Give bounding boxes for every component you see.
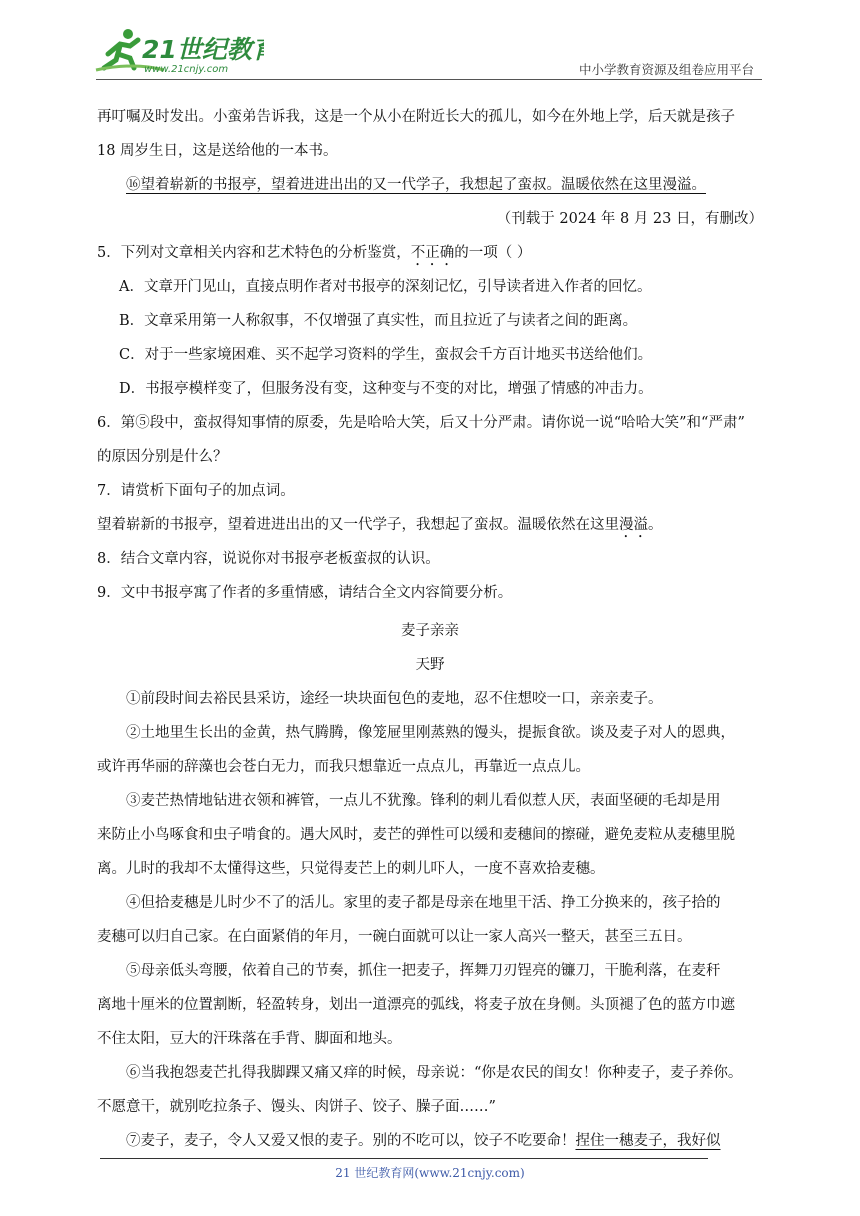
source-note: （刊载于 2024 年 8 月 23 日，有删改） xyxy=(496,211,763,227)
article-paragraph-2: ②土地里生长出的金黄，热气腾腾，像笼屉里刚蒸熟的馒头，提振食欲。谈及麦子对人的恩典， xyxy=(126,725,735,741)
platform-name: 中小学教育资源及组卷应用平台 xyxy=(578,62,754,77)
option-d[interactable]: D．书报亭模样变了，但服务没有变，这种变与不变的对比，增强了情感的冲击力。 xyxy=(119,381,653,397)
question-6-line-1: 6．第⑤段中，蛮叔得知事情的原委，先是哈哈大笑，后又十分严肃。请你说一说“哈哈大笑”和“严肃” xyxy=(97,415,745,431)
question-5-bracket: 的一项（ ） xyxy=(454,245,532,261)
footer-divider xyxy=(100,1158,708,1159)
option-a[interactable]: A．文章开门见山，直接点明作者对书报亭的深刻记忆，引导读者进入作者的回忆。 xyxy=(119,279,652,295)
article-paragraph-3: ③麦芒热情地钻进衣领和裤管，一点儿不犹豫。锋利的刺儿看似惹人厌，表面坚硬的毛却是用 xyxy=(126,793,721,809)
article-paragraph-5-end: 不住太阳，豆大的汗珠落在手背、脚面和地头。 xyxy=(97,1031,402,1047)
header-divider xyxy=(96,79,762,80)
option-c[interactable]: C．对于一些家境困难、买不起学习资料的学生，蛮叔会千方百计地买书送给他们。 xyxy=(119,347,653,363)
document-body xyxy=(97,100,763,1158)
svg-text:21世纪教育: 21世纪教育 xyxy=(142,35,264,64)
question-7-period: 。 xyxy=(648,517,663,533)
logo-runner-icon xyxy=(94,24,264,80)
article-paragraph-3-end: 离。儿时的我却不太懂得这些，只觉得麦芒上的刺儿吓人，一度不喜欢拾麦穗。 xyxy=(97,861,605,877)
question-5-text: 5．下列对文章相关内容和艺术特色的分析鉴赏， xyxy=(97,245,411,261)
article-paragraph-5-cont: 离地十厘米的位置割断，轻盈转身，划出一道漂亮的弧线，将麦子放在身侧。头顶褪了色的蓝方巾遮 xyxy=(97,997,735,1013)
question-7-sentence-text: 望着崭新的书报亭，望着进进出出的又一代学子，我想起了蛮叔。温暖依然在这里 xyxy=(97,517,619,533)
article-paragraph-7 xyxy=(97,1124,763,1158)
question-6-line-2: 的原因分别是什么？ xyxy=(97,449,228,465)
question-5-emphasis: 不正确 xyxy=(410,245,455,261)
article-paragraph-1: ①前段时间去裕民县采访，途经一块块面包色的麦地，忍不住想咬一口，亲亲麦子。 xyxy=(126,691,663,707)
question-9: 9．文中书报亭寓了作者的多重情感，请结合全文内容简要分析。 xyxy=(97,585,513,601)
svg-text:www.21cnjy.com: www.21cnjy.com xyxy=(144,64,229,75)
paragraph-7-text: ⑦麦子，麦子，令人又爱又恨的麦子。别的不吃可以，饺子不吃要命！ xyxy=(126,1133,576,1149)
article-paragraph-2-cont: 或许再华丽的辞藻也会苍白无力，而我只想靠近一点点儿，再靠近一点点儿。 xyxy=(97,759,590,775)
footer-link[interactable]: 21 世纪教育网(www.21cnjy.com) xyxy=(335,1166,525,1180)
intro-line-2: 18 周岁生日，这是送给他的一本书。 xyxy=(97,143,338,159)
question-7: 7．请赏析下面句子的加点词。 xyxy=(97,483,295,499)
question-5 xyxy=(97,236,763,270)
paragraph-16 xyxy=(97,168,763,202)
article-paragraph-3-cont: 来防止小鸟啄食和虫子啃食的。遇大风时，麦芒的弹性可以缓和麦穗间的擦碰，避免麦粒从麦穗里脱 xyxy=(97,827,735,843)
article-paragraph-5: ⑤母亲低头弯腰，依着自己的节奏，抓住一把麦子，挥舞刀刃锃亮的镰刀，干脆利落，在麦秆 xyxy=(126,963,721,979)
intro-line-1: 再叮嘱及时发出。小蛮弟告诉我，这是一个从小在附近长大的孤儿，如今在外地上学，后天就是孩子 xyxy=(97,109,735,125)
question-7-emphasis: 漫溢 xyxy=(619,517,648,533)
article-paragraph-4-cont: 麦穗可以归自己家。在白面紧俏的年月，一碗白面就可以让一家人高兴一整天，甚至三五日。 xyxy=(97,929,692,945)
site-logo[interactable] xyxy=(94,24,264,80)
article-title: 麦子亲亲 xyxy=(401,623,459,639)
paragraph-7-underlined: 捏住一穗麦子，我好似 xyxy=(575,1133,721,1149)
page-header xyxy=(0,0,860,84)
question-8: 8．结合文章内容，说说你对书报亭老板蛮叔的认识。 xyxy=(97,551,440,567)
option-b[interactable]: B．文章采用第一人称叙事，不仅增强了真实性，而且拉近了与读者之间的距离。 xyxy=(119,313,638,329)
underlined-sentence: ⑯望着崭新的书报亭，望着进进出出的又一代学子，我想起了蛮叔。温暖依然在这里漫溢。 xyxy=(126,177,706,193)
article-paragraph-4: ④但拾麦穗是儿时少不了的活儿。家里的麦子都是母亲在地里干活、挣工分换来的，孩子拾的 xyxy=(126,895,721,911)
article-paragraph-6: ⑥当我抱怨麦芒扎得我脚踝又痛又痒的时候，母亲说：“你是农民的闺女！你种麦子，麦子养你。 xyxy=(126,1065,743,1081)
question-7-sentence xyxy=(97,508,763,542)
article-author: 天野 xyxy=(415,657,445,673)
article-paragraph-6-cont: 不愿意干，就别吃拉条子、馒头、肉饼子、饺子、臊子面……” xyxy=(97,1099,496,1115)
